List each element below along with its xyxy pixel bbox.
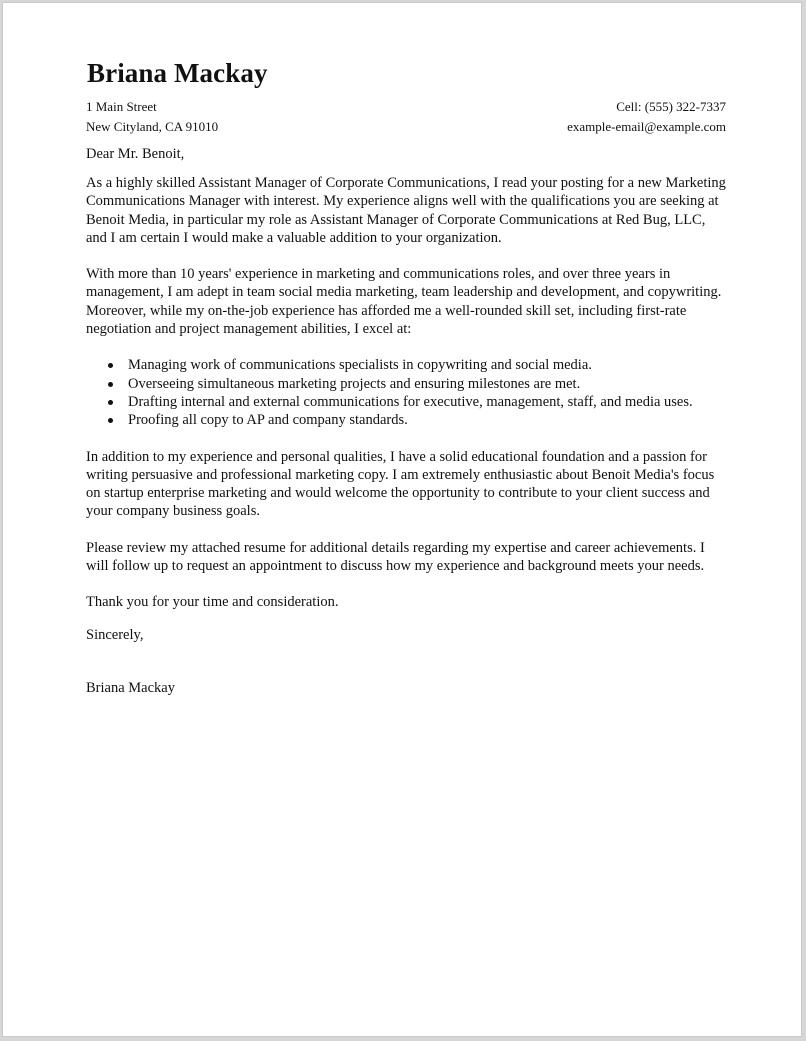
list-item (86, 411, 726, 429)
bullet-icon (108, 418, 113, 423)
paragraph-education: In addition to my experience and personal qualities, I have a solid educational foundation and a passion for writing persuasive and professional marketing copy. I am extremely enthusiastic about Benoit Media's focus on startup enterprise marketing and would welcome the opportunity to contribute to your client success and your company business goals. (86, 448, 715, 520)
address-line-2: New Cityland, CA 91010 (86, 119, 219, 134)
contact-row-1 (86, 97, 726, 117)
paragraph-follow-up: Please review my attached resume for additional details regarding my expertise and career achievements. I will follow up to request an appointment to discuss how my experience and background meets your needs. (86, 539, 705, 575)
closing: Sincerely, (86, 626, 144, 643)
salutation: Dear Mr. Benoit, (86, 146, 185, 162)
paragraph-thanks: Thank you for your time and consideration. (86, 594, 339, 611)
document-page (2, 2, 802, 1037)
list-item (86, 393, 726, 411)
sender-name: Briana Mackay (87, 58, 268, 88)
contact-row-2 (86, 117, 726, 137)
list-item (86, 375, 726, 393)
list-item-text: Proofing all copy to AP and company standards. (128, 412, 408, 429)
list-item-text: Drafting internal and external communications for executive, management, staff, and media uses. (128, 393, 693, 410)
phone-number: Cell: (555) 322-7337 (616, 99, 726, 114)
email-address: example-email@example.com (567, 119, 726, 134)
skills-list (86, 356, 726, 429)
bullet-icon (108, 400, 113, 405)
signature-name: Briana Mackay (86, 679, 175, 696)
paragraph-experience: With more than 10 years' experience in marketing and communications roles, and over three years in management, I am adept in team social media marketing, team leadership and development, and copywriting. Moreover, while my on-the-job experience has afforded me a well-rounded skill set, including first-rate negotiation and project management abilities, I excel at: (86, 266, 722, 338)
paragraph-intro: As a highly skilled Assistant Manager of Corporate Communications, I read your posting for a new Marketing Communications Manager with interest. My experience aligns well with the qualifications you are seeking at Benoit Media, in particular my role as Assistant Manager of Corporate Communications at Red Bug, LLC, and I am certain I would make a valuable addition to your organization. (86, 175, 726, 246)
bullet-icon (108, 382, 113, 387)
address-line-1: 1 Main Street (86, 99, 157, 114)
letter-body (86, 57, 726, 698)
bullet-icon (108, 363, 113, 368)
list-item-text: Overseeing simultaneous marketing projects and ensuring milestones are met. (128, 375, 581, 392)
list-item (86, 356, 726, 374)
list-item-text: Managing work of communications specialists in copywriting and social media. (128, 357, 592, 374)
